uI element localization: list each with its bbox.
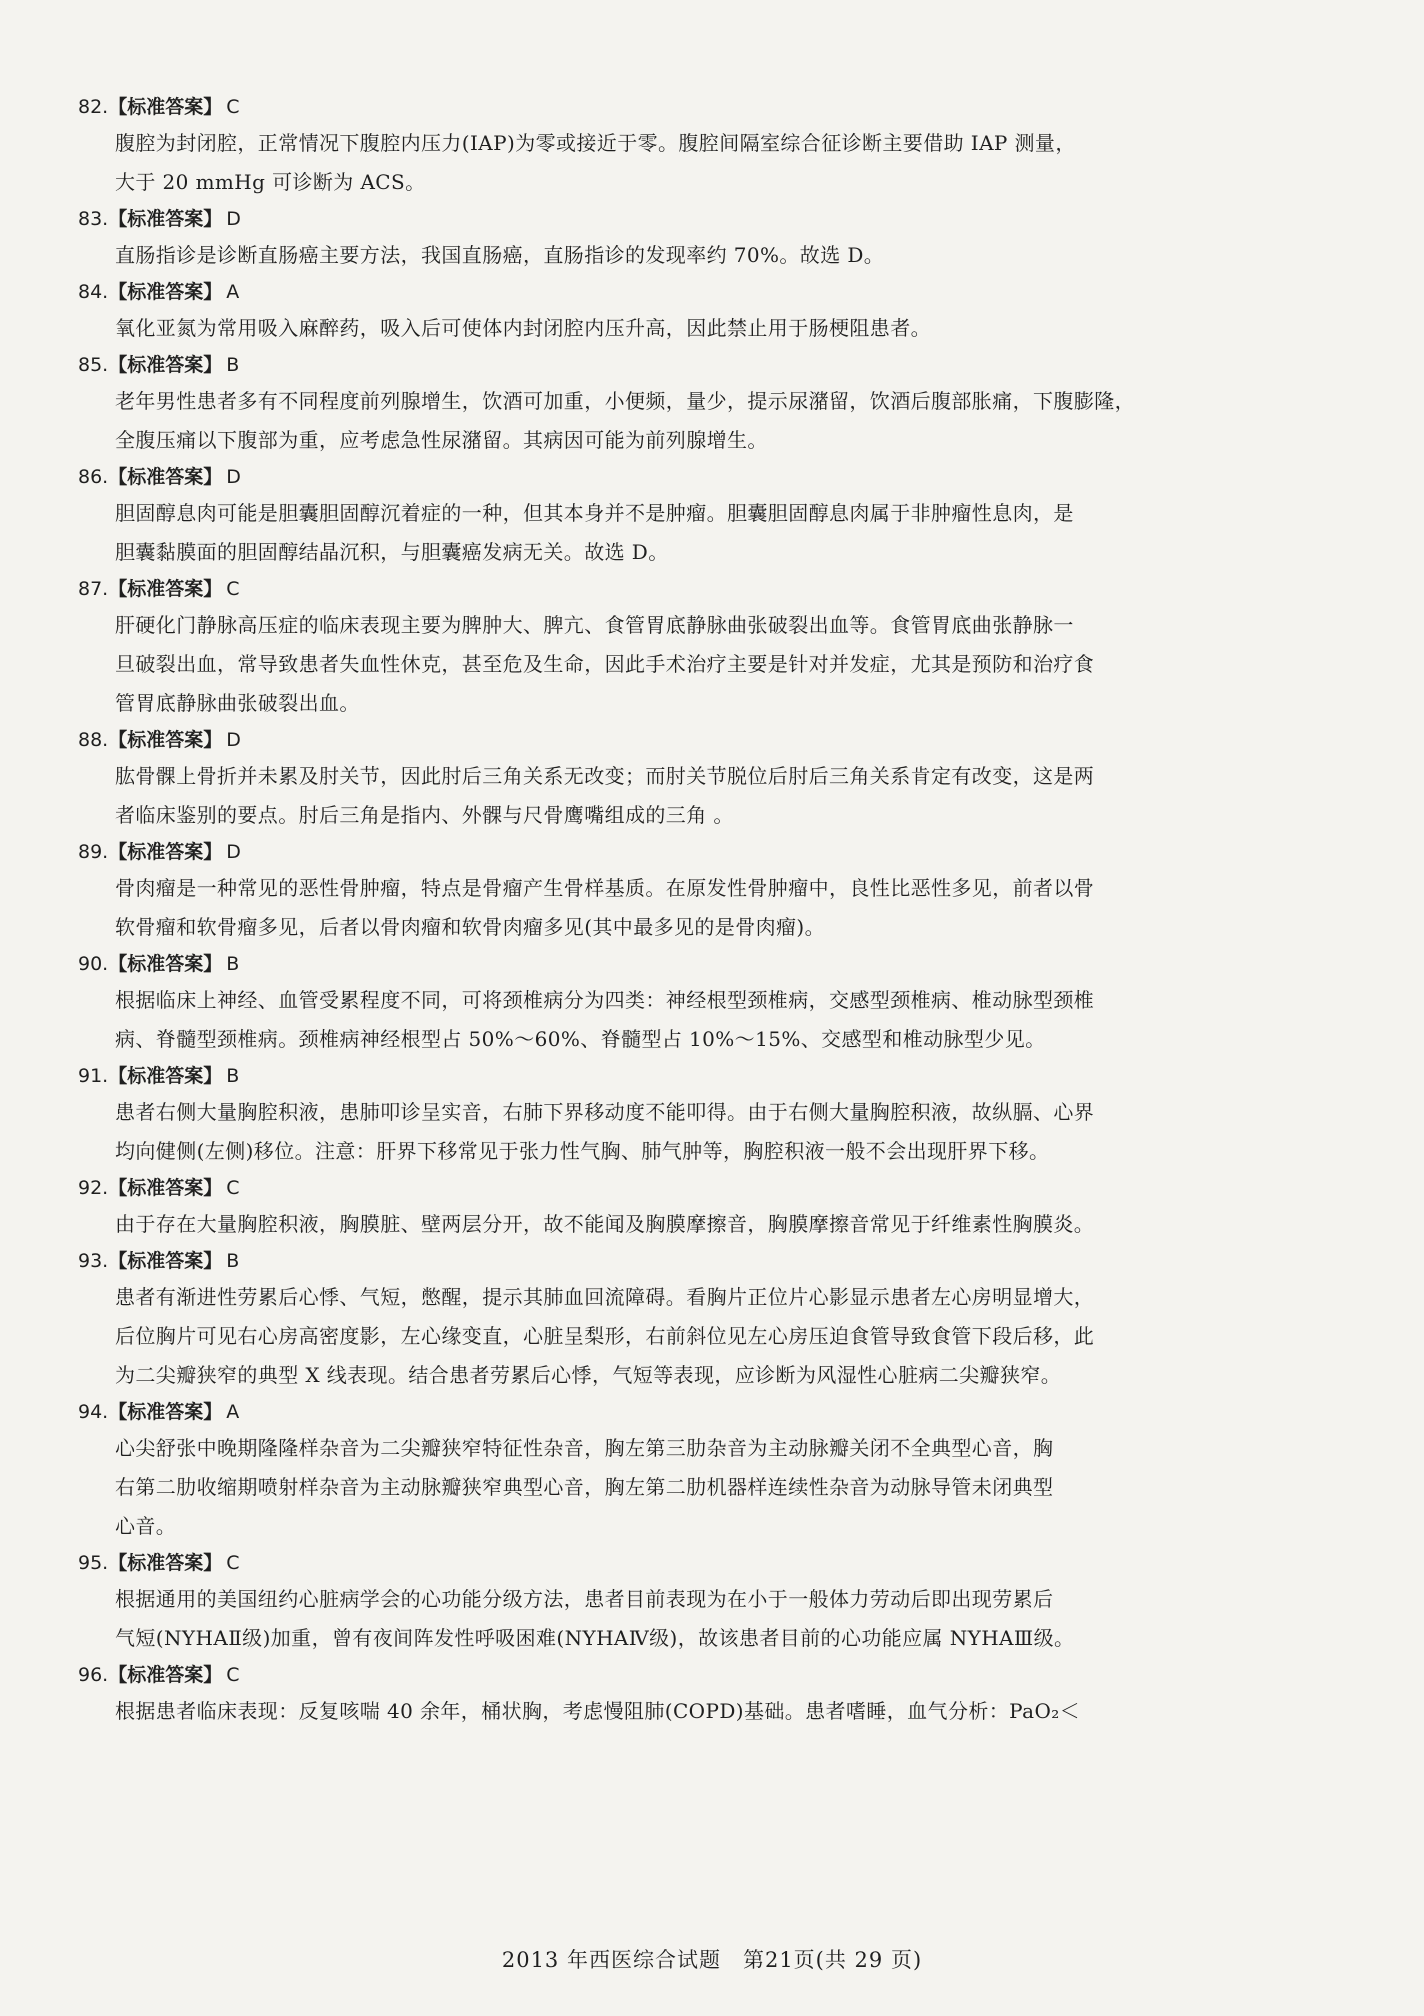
answer-item — [78, 1546, 1336, 1658]
explanation-line: 胆固醇息肉可能是胆囊胆固醇沉着症的一种，但其本身并不是肿瘤。胆囊胆固醇息肉属于非肿瘤性息肉，是 — [115, 501, 1074, 525]
standard-answer-label: 【标准答案】 — [108, 1250, 223, 1272]
answer-list — [78, 90, 1336, 1731]
answer-item — [78, 460, 1336, 572]
explanation-line: 直肠指诊是诊断直肠癌主要方法，我国直肠癌，直肠指诊的发现率约 70%。故选 D。 — [115, 243, 885, 267]
page-footer: 2013 年西医综合试题 第21页(共 29 页) — [501, 1948, 923, 1972]
answer-letter: C — [226, 96, 240, 118]
answer-letter: A — [226, 281, 240, 303]
explanation-line: 管胃底静脉曲张破裂出血。 — [115, 691, 360, 715]
answer-item — [78, 90, 1336, 202]
question-number: 95. — [78, 1552, 109, 1574]
answer-header — [78, 1395, 1336, 1429]
explanation-line: 气短(NYHAⅡ级)加重，曾有夜间阵发性呼吸困难(NYHAⅣ级)，故该患者目前的心功能应属 NYHAⅢ级。 — [115, 1626, 1075, 1650]
answer-item — [78, 723, 1336, 835]
question-number: 93. — [78, 1250, 109, 1272]
answer-header — [78, 275, 1336, 309]
explanation-line: 肝硬化门静脉高压症的临床表现主要为脾肿大、脾亢、食管胃底静脉曲张破裂出血等。食管胃底曲张静脉一 — [115, 613, 1074, 637]
explanation-line: 肱骨髁上骨折并未累及肘关节，因此肘后三角关系无改变；而肘关节脱位后肘后三角关系肯定有改变，这是两 — [115, 764, 1095, 788]
answer-header — [78, 460, 1336, 494]
answer-letter: A — [226, 1401, 240, 1423]
explanation-line: 氧化亚氮为常用吸入麻醉药，吸入后可使体内封闭腔内压升高，因此禁止用于肠梗阻患者。 — [115, 316, 931, 340]
explanation-line: 根据通用的美国纽约心脏病学会的心功能分级方法，患者目前表现为在小于一般体力劳动后即出现劳累后 — [115, 1587, 1054, 1611]
explanation — [115, 757, 1336, 835]
answer-item — [78, 1395, 1336, 1546]
answer-item — [78, 1171, 1336, 1244]
explanation — [115, 981, 1336, 1059]
answer-letter: B — [226, 354, 240, 376]
answer-item — [78, 1658, 1336, 1731]
answer-letter: B — [226, 953, 240, 975]
standard-answer-label: 【标准答案】 — [108, 96, 223, 118]
question-number: 92. — [78, 1177, 109, 1199]
answer-item — [78, 1059, 1336, 1171]
explanation-line: 根据患者临床表现：反复咳喘 40 余年，桶状胸，考虑慢阻肺(COPD)基础。患者嗜睡，血气分析：PaO₂＜ — [115, 1699, 1081, 1723]
explanation-line: 旦破裂出血，常导致患者失血性休克，甚至危及生命，因此手术治疗主要是针对并发症，尤其是预防和治疗食 — [115, 652, 1095, 676]
answer-header — [78, 835, 1336, 869]
explanation — [115, 124, 1336, 202]
question-number: 91. — [78, 1065, 109, 1087]
answer-header — [78, 348, 1336, 382]
answer-header — [78, 1658, 1336, 1692]
explanation-line: 胆囊黏膜面的胆固醇结晶沉积，与胆囊癌发病无关。故选 D。 — [115, 540, 669, 564]
standard-answer-label: 【标准答案】 — [108, 1664, 223, 1686]
explanation — [115, 1093, 1336, 1171]
explanation-line: 腹腔为封闭腔，正常情况下腹腔内压力(IAP)为零或接近于零。腹腔间隔室综合征诊断主要借助 IAP 测量， — [115, 131, 1076, 155]
answer-letter: D — [226, 466, 241, 488]
standard-answer-label: 【标准答案】 — [108, 281, 223, 303]
explanation — [115, 869, 1336, 947]
answer-item — [78, 835, 1336, 947]
question-number: 89. — [78, 841, 109, 863]
explanation-line: 全腹压痛以下腹部为重，应考虑急性尿潴留。其病因可能为前列腺增生。 — [115, 428, 768, 452]
answer-header — [78, 572, 1336, 606]
explanation-line: 软骨瘤和软骨瘤多见，后者以骨肉瘤和软骨肉瘤多见(其中最多见的是骨肉瘤)。 — [115, 915, 826, 939]
explanation-line: 者临床鉴别的要点。肘后三角是指内、外髁与尺骨鹰嘴组成的三角 。 — [115, 803, 734, 827]
answer-letter: C — [226, 1177, 240, 1199]
answer-letter: C — [226, 1552, 240, 1574]
standard-answer-label: 【标准答案】 — [108, 953, 223, 975]
answer-item — [78, 1244, 1336, 1395]
question-number: 87. — [78, 578, 109, 600]
answer-item — [78, 947, 1336, 1059]
standard-answer-label: 【标准答案】 — [108, 578, 223, 600]
answer-letter: D — [226, 208, 241, 230]
answer-header — [78, 1059, 1336, 1093]
answer-letter: C — [226, 578, 240, 600]
explanation-line: 骨肉瘤是一种常见的恶性骨肿瘤，特点是骨瘤产生骨样基质。在原发性骨肿瘤中，良性比恶性多见，前者以骨 — [115, 876, 1095, 900]
explanation-line: 老年男性患者多有不同程度前列腺增生，饮酒可加重，小便频，量少，提示尿潴留，饮酒后腹部胀痛，下腹膨隆， — [115, 389, 1135, 413]
explanation — [115, 1278, 1336, 1395]
answer-letter: D — [226, 841, 241, 863]
answer-letter: C — [226, 1664, 240, 1686]
answer-item — [78, 202, 1336, 275]
explanation-line: 后位胸片可见右心房高密度影，左心缘变直，心脏呈梨形，右前斜位见左心房压迫食管导致食管下段后移，此 — [115, 1324, 1095, 1348]
question-number: 90. — [78, 953, 109, 975]
standard-answer-label: 【标准答案】 — [108, 208, 223, 230]
standard-answer-label: 【标准答案】 — [108, 1401, 223, 1423]
answer-letter: D — [226, 729, 241, 751]
answer-header — [78, 947, 1336, 981]
answer-header — [78, 723, 1336, 757]
explanation-line: 患者右侧大量胸腔积液，患肺叩诊呈实音，右肺下界移动度不能叩得。由于右侧大量胸腔积液，故纵膈、心界 — [115, 1100, 1095, 1124]
explanation — [115, 606, 1336, 723]
explanation — [115, 309, 1336, 348]
answer-header — [78, 1546, 1336, 1580]
standard-answer-label: 【标准答案】 — [108, 1177, 223, 1199]
question-number: 85. — [78, 354, 109, 376]
explanation — [115, 382, 1336, 460]
explanation-line: 心音。 — [115, 1514, 177, 1538]
question-number: 82. — [78, 96, 109, 118]
answer-letter: B — [226, 1250, 240, 1272]
explanation-line: 为二尖瓣狭窄的典型 X 线表现。结合患者劳累后心悸，气短等表现，应诊断为风湿性心脏病二尖瓣狭窄。 — [115, 1363, 1062, 1387]
answer-header — [78, 90, 1336, 124]
answer-letter: B — [226, 1065, 240, 1087]
explanation — [115, 494, 1336, 572]
explanation — [115, 1580, 1336, 1658]
answer-item — [78, 572, 1336, 723]
answer-header — [78, 1244, 1336, 1278]
explanation — [115, 1692, 1336, 1731]
explanation-line: 心尖舒张中晚期隆隆样杂音为二尖瓣狭窄特征性杂音，胸左第三肋杂音为主动脉瓣关闭不全典型心音，胸 — [115, 1436, 1054, 1460]
answer-header — [78, 1171, 1336, 1205]
answer-item — [78, 275, 1336, 348]
standard-answer-label: 【标准答案】 — [108, 1065, 223, 1087]
explanation — [115, 1429, 1336, 1546]
explanation-line: 大于 20 mmHg 可诊断为 ACS。 — [115, 170, 426, 194]
question-number: 84. — [78, 281, 109, 303]
standard-answer-label: 【标准答案】 — [108, 1552, 223, 1574]
explanation-line: 均向健侧(左侧)移位。注意：肝界下移常见于张力性气胸、肺气肿等，胸腔积液一般不会出现肝界下移。 — [115, 1139, 1050, 1163]
question-number: 86. — [78, 466, 109, 488]
explanation-line: 右第二肋收缩期喷射样杂音为主动脉瓣狭窄典型心音，胸左第二肋机器样连续性杂音为动脉导管未闭典型 — [115, 1475, 1054, 1499]
standard-answer-label: 【标准答案】 — [108, 466, 223, 488]
question-number: 94. — [78, 1401, 109, 1423]
standard-answer-label: 【标准答案】 — [108, 729, 223, 751]
standard-answer-label: 【标准答案】 — [108, 841, 223, 863]
question-number: 83. — [78, 208, 109, 230]
explanation-line: 由于存在大量胸腔积液，胸膜脏、壁两层分开，故不能闻及胸膜摩擦音，胸膜摩擦音常见于纤维素性胸膜炎。 — [115, 1212, 1095, 1236]
explanation-line: 患者有渐进性劳累后心悸、气短，憋醒，提示其肺血回流障碍。看胸片正位片心影显示患者左心房明显增大， — [115, 1285, 1095, 1309]
explanation — [115, 236, 1336, 275]
question-number: 88. — [78, 729, 109, 751]
question-number: 96. — [78, 1664, 109, 1686]
explanation-line: 根据临床上神经、血管受累程度不同，可将颈椎病分为四类：神经根型颈椎病，交感型颈椎病、椎动脉型颈椎 — [115, 988, 1095, 1012]
answer-item — [78, 348, 1336, 460]
answer-header — [78, 202, 1336, 236]
standard-answer-label: 【标准答案】 — [108, 354, 223, 376]
explanation-line: 病、脊髓型颈椎病。颈椎病神经根型占 50%～60%、脊髓型占 10%～15%、交感型和椎动脉型少见。 — [115, 1027, 1046, 1051]
explanation — [115, 1205, 1336, 1244]
